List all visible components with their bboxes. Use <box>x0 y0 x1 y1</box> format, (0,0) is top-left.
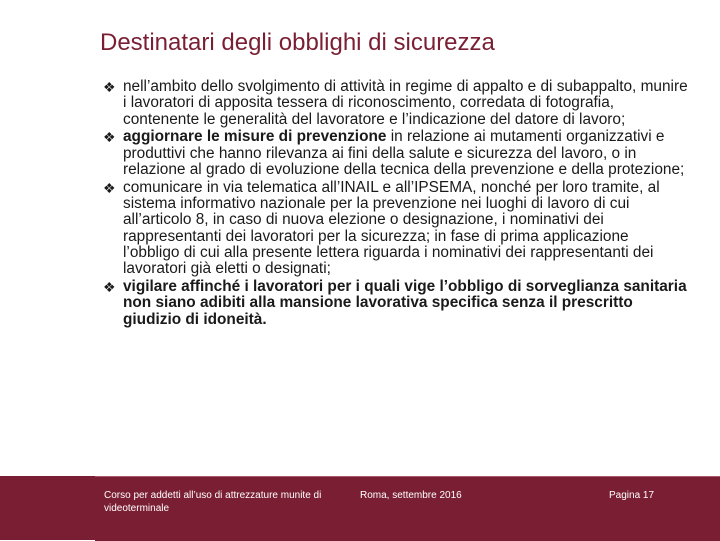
diamond-bullet-icon: ❖ <box>103 129 116 146</box>
item-emphasis: vigilare affinché i lavoratori per i quali vige l’obbligo di sorveglianza sanitaria non siano adibiti alla mansione lavorativa specifica senza il prescritto giudizio di idoneità. <box>123 278 687 328</box>
list-item <box>103 79 688 128</box>
diamond-bullet-icon: ❖ <box>103 179 116 196</box>
list-item-text <box>123 180 688 278</box>
item-body: in relazione ai mutamenti organizzativi e produttivi che hanno rilevanza ai fini della salute e sicurezza del lavoro, o in relazione al grado di evoluzione della tecnica della prevenzione e della protezione; <box>123 128 685 178</box>
item-emphasis: aggiornare le misure di prevenzione <box>123 128 387 146</box>
list-item-text <box>123 79 688 128</box>
diamond-bullet-icon: ❖ <box>103 79 116 95</box>
diamond-bullet-icon: ❖ <box>103 279 116 296</box>
footer-date: Roma, settembre 2016 <box>360 490 462 501</box>
slide-title: Destinatari degli obblighi di sicurezza <box>100 29 495 56</box>
item-body: comunicare in via telematica all’INAIL e all’IPSEMA, nonché per loro tramite, al sistema informativo nazionale per la prevenzione nei luoghi di lavoro di cui all’articolo 8, in caso di nuova elezione o designazione, i nominativi dei rappresentanti dei lavoratori per la sicurezza; in fase di prima applicazione l’obbligo di cui alla presente lettera riguarda i nominativi dei rappresentanti dei lavoratori già eletti o designati; <box>123 178 660 278</box>
item-body: nell’ambito dello svolgimento di attività in regime di appalto e di subappalto, munire i lavoratori di apposita tessera di riconoscimento, corredata di fotografia, contenente le generalità del lavoratore e l’indicazione del datore di lavoro; <box>123 78 688 128</box>
list-item <box>103 279 688 328</box>
footer-course-title: Corso per addetti all’uso di attrezzature munite di videoterminale <box>104 490 322 514</box>
list-item <box>103 180 688 278</box>
bullet-list <box>103 79 688 329</box>
list-item <box>103 129 688 178</box>
footer-page-number: Pagina 17 <box>609 490 655 501</box>
list-item-text <box>123 279 688 328</box>
list-item-text <box>123 129 688 178</box>
